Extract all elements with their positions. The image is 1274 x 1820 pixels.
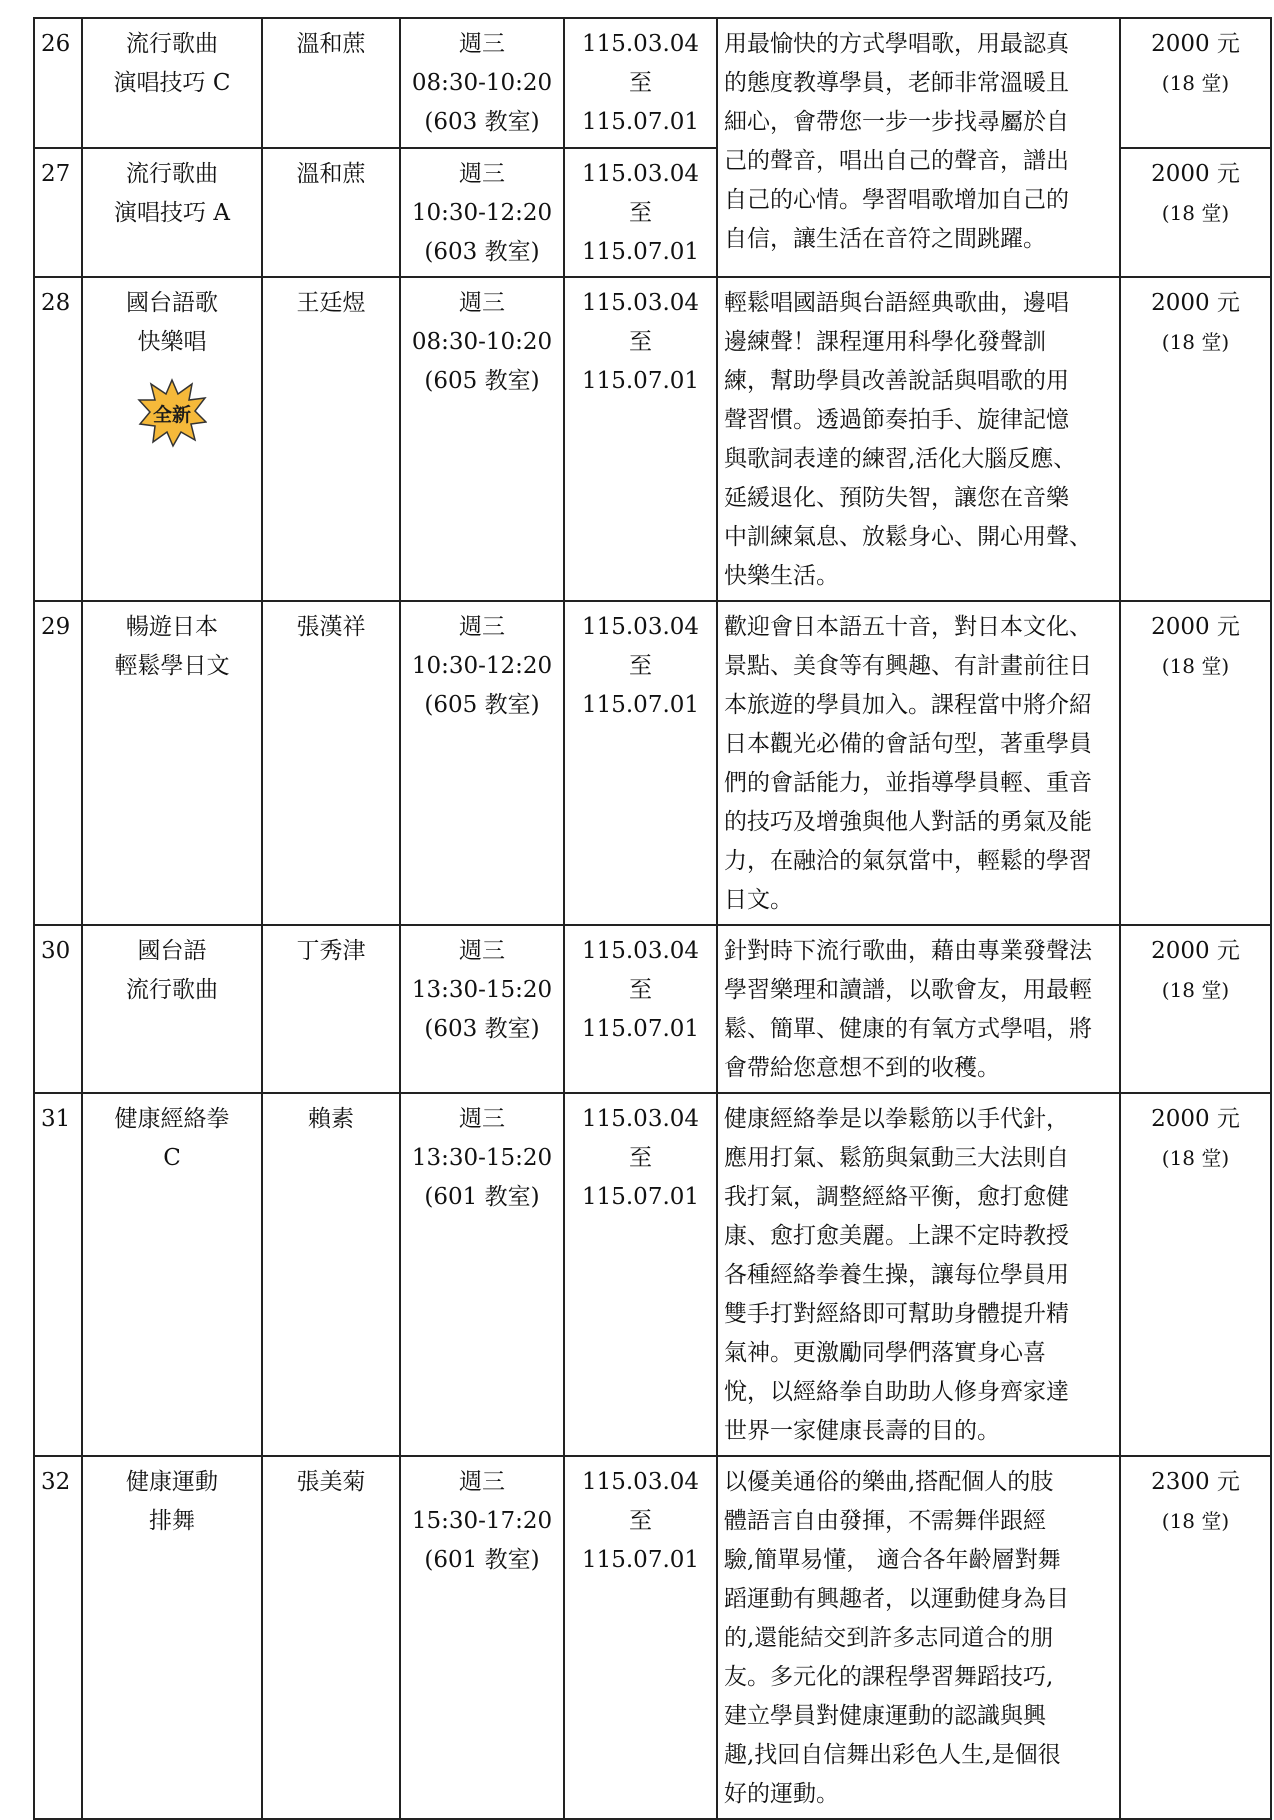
description-line: 景點、美食等有興趣、有計畫前往日 <box>724 653 1092 679</box>
course-session-count: (18 堂) <box>1161 978 1230 1002</box>
description-line: 友。多元化的課程學習舞蹈技巧, <box>724 1664 1054 1690</box>
course-session-count: (18 堂) <box>1161 71 1230 95</box>
course-name-line: 流行歌曲 <box>126 977 218 1003</box>
course-date-line: 至 <box>629 329 652 355</box>
description-line: 針對時下流行歌曲，藉由專業發聲法 <box>724 938 1092 964</box>
description-line: 會帶給您意想不到的收穫。 <box>724 1055 1000 1081</box>
class-time <box>400 1093 564 1456</box>
description-line: 的,還能結交到許多志同道合的朋 <box>724 1625 1054 1651</box>
class-time-line: 週三 <box>459 938 505 964</box>
teacher-name <box>262 277 400 601</box>
description-line: 日本觀光必備的會話句型，著重學員 <box>724 731 1092 757</box>
course-date-line: 115.03.04 <box>581 1106 700 1132</box>
table-row <box>34 277 1271 601</box>
description-line: 延緩退化、預防失智，讓您在音樂 <box>724 485 1069 511</box>
course-number-text: 28 <box>41 290 71 316</box>
description-line: 健康經絡拳是以拳鬆筋以手代針， <box>724 1106 1069 1132</box>
course-number <box>34 18 82 148</box>
description-line: 快樂生活。 <box>724 563 839 589</box>
teacher-name-text: 丁秀津 <box>296 938 366 964</box>
course-name-line: 流行歌曲 <box>126 31 218 57</box>
table-row <box>34 601 1271 925</box>
course-dates <box>564 277 717 601</box>
class-time-line: 週三 <box>459 614 505 640</box>
description-line: 學習樂理和讀譜，以歌會友，用最輕 <box>724 977 1092 1003</box>
course-date-line: 115.03.04 <box>581 161 700 187</box>
course-name-line: 流行歌曲 <box>126 161 218 187</box>
teacher-name-text: 王廷煜 <box>296 290 366 316</box>
course-number <box>34 148 82 277</box>
course-date-line: 115.03.04 <box>581 1469 700 1495</box>
description-line: 雙手打對經絡即可幫助身體提升精 <box>724 1301 1069 1327</box>
course-number-text: 26 <box>41 31 71 57</box>
class-time-line: (601 教室) <box>424 1547 540 1573</box>
course-fee-amount: 2000 元 <box>1151 938 1240 964</box>
course-dates <box>564 601 717 925</box>
teacher-name-text: 張美菊 <box>296 1469 366 1495</box>
teacher-name-text: 賴素 <box>308 1106 354 1132</box>
course-date-line: 115.07.01 <box>581 1547 700 1573</box>
table-row <box>34 18 1271 148</box>
class-time <box>400 277 564 601</box>
course-fee-amount: 2000 元 <box>1151 290 1240 316</box>
description-line: 己的聲音，唱出自己的聲音，譜出 <box>724 148 1069 174</box>
course-session-count: (18 堂) <box>1161 201 1230 225</box>
description-line: 康、愈打愈美麗。上課不定時教授 <box>724 1223 1069 1249</box>
course-fee <box>1120 1456 1271 1819</box>
class-time-line: 10:30-12:20 <box>411 200 553 226</box>
description-line: 力，在融洽的氣氛當中，輕鬆的學習 <box>724 848 1092 874</box>
class-time-line: (603 教室) <box>424 109 540 135</box>
course-name-line: 快樂唱 <box>137 329 207 355</box>
course-number-text: 29 <box>41 614 71 640</box>
description-line: 各種經絡拳養生操，讓每位學員用 <box>724 1262 1069 1288</box>
description-line: 趣,找回自信舞出彩色人生,是個很 <box>724 1742 1061 1768</box>
course-date-line: 115.07.01 <box>581 1016 700 1042</box>
course-fee <box>1120 148 1271 277</box>
course-date-line: 115.03.04 <box>581 290 700 316</box>
class-time <box>400 148 564 277</box>
class-time-line: 15:30-17:20 <box>411 1508 553 1534</box>
course-date-line: 至 <box>629 1508 652 1534</box>
teacher-name <box>262 1093 400 1456</box>
course-name-line: 國台語 <box>137 938 207 964</box>
course-number-text: 32 <box>41 1469 71 1495</box>
course-number <box>34 925 82 1093</box>
course-description <box>717 1093 1120 1456</box>
course-name-line: C <box>163 1145 181 1171</box>
table-row <box>34 925 1271 1093</box>
class-time-line: 週三 <box>459 31 505 57</box>
description-line: 練，幫助學員改善說話與唱歌的用 <box>724 368 1069 394</box>
class-time-line: 08:30-10:20 <box>411 70 553 96</box>
course-description <box>717 18 1120 277</box>
class-time-line: 13:30-15:20 <box>411 1145 553 1171</box>
table-row <box>34 1456 1271 1819</box>
course-table <box>33 17 1272 1820</box>
course-name-line: 國台語歌 <box>126 290 218 316</box>
course-description <box>717 1456 1120 1819</box>
description-line: 用最愉快的方式學唱歌，用最認真 <box>724 31 1069 57</box>
description-line: 自己的心情。學習唱歌增加自己的 <box>724 187 1069 213</box>
course-number-text: 27 <box>41 161 71 187</box>
class-time-line: 13:30-15:20 <box>411 977 553 1003</box>
course-dates <box>564 1093 717 1456</box>
class-time-line: (605 教室) <box>424 368 540 394</box>
course-name-line: 輕鬆學日文 <box>114 653 230 679</box>
course-name-line: 健康運動 <box>126 1469 218 1495</box>
description-line: 邊練聲！課程運用科學化發聲訓 <box>724 329 1046 355</box>
course-date-line: 115.07.01 <box>581 368 700 394</box>
class-time-line: 週三 <box>459 1106 505 1132</box>
description-line: 氣神。更激勵同學們落實身心喜 <box>724 1340 1046 1366</box>
description-line: 鬆、簡單、健康的有氧方式學唱，將 <box>724 1016 1092 1042</box>
description-line: 悅，以經絡拳自助助人修身齊家達 <box>724 1379 1069 1405</box>
description-line: 自信，讓生活在音符之間跳躍。 <box>724 226 1046 252</box>
course-number <box>34 277 82 601</box>
teacher-name <box>262 148 400 277</box>
class-time-line: 週三 <box>459 161 505 187</box>
course-name-line: 健康經絡拳 <box>114 1106 230 1132</box>
course-name-line: 演唱技巧 A <box>114 200 230 226</box>
course-date-line: 115.03.04 <box>581 938 700 964</box>
course-number-text: 31 <box>41 1106 71 1132</box>
course-name <box>82 18 262 148</box>
course-date-line: 至 <box>629 70 652 96</box>
description-line: 輕鬆唱國語與台語經典歌曲，邊唱 <box>724 290 1069 316</box>
course-name-line: 暢遊日本 <box>126 614 218 640</box>
course-name <box>82 1093 262 1456</box>
course-fee <box>1120 1093 1271 1456</box>
course-fee-amount: 2000 元 <box>1151 614 1240 640</box>
class-time-line: (605 教室) <box>424 692 540 718</box>
course-session-count: (18 堂) <box>1161 1146 1230 1170</box>
course-session-count: (18 堂) <box>1161 1509 1230 1533</box>
description-line: 們的會話能力，並指導學員輕、重音 <box>724 770 1092 796</box>
course-date-line: 115.07.01 <box>581 692 700 718</box>
new-badge-icon <box>137 378 207 448</box>
class-time <box>400 1456 564 1819</box>
course-description <box>717 925 1120 1093</box>
description-line: 細心，會帶您一步一步找尋屬於自 <box>724 109 1069 135</box>
description-line: 世界一家健康長壽的目的。 <box>724 1418 1000 1444</box>
description-line: 中訓練氣息、放鬆身心、開心用聲、 <box>724 524 1092 550</box>
class-time-line: 週三 <box>459 1469 505 1495</box>
course-description <box>717 601 1120 925</box>
class-time-line: 08:30-10:20 <box>411 329 553 355</box>
course-session-count: (18 堂) <box>1161 330 1230 354</box>
teacher-name <box>262 18 400 148</box>
teacher-name-text: 溫和蔗 <box>296 31 366 57</box>
course-number <box>34 601 82 925</box>
class-time-line: (603 教室) <box>424 239 540 265</box>
description-line: 建立學員對健康運動的認識與興 <box>724 1703 1046 1729</box>
description-line: 應用打氣、鬆筋與氣動三大法則自 <box>724 1145 1069 1171</box>
teacher-name <box>262 601 400 925</box>
course-fee <box>1120 925 1271 1093</box>
class-time-line: (601 教室) <box>424 1184 540 1210</box>
course-date-line: 115.07.01 <box>581 1184 700 1210</box>
class-time-line: 10:30-12:20 <box>411 653 553 679</box>
course-number <box>34 1456 82 1819</box>
course-fee <box>1120 18 1271 148</box>
course-name <box>82 925 262 1093</box>
class-time-line: (603 教室) <box>424 1016 540 1042</box>
course-dates <box>564 1456 717 1819</box>
description-line: 日文。 <box>724 887 793 913</box>
course-name <box>82 277 262 601</box>
teacher-name-text: 張漢祥 <box>296 614 366 640</box>
description-line: 本旅遊的學員加入。課程當中將介紹 <box>724 692 1092 718</box>
course-date-line: 至 <box>629 653 652 679</box>
course-description <box>717 277 1120 601</box>
new-badge-label: 全新 <box>152 404 192 426</box>
course-fee-amount: 2000 元 <box>1151 1106 1240 1132</box>
course-date-line: 115.03.04 <box>581 614 700 640</box>
description-line: 驗,簡單易懂， 適合各年齡層對舞 <box>724 1547 1061 1573</box>
course-fee <box>1120 277 1271 601</box>
description-line: 聲習慣。透過節奏拍手、旋律記憶 <box>724 407 1069 433</box>
teacher-name-text: 溫和蔗 <box>296 161 366 187</box>
course-name-line: 演唱技巧 C <box>113 70 231 96</box>
course-name-line: 排舞 <box>149 1508 195 1534</box>
description-line: 蹈運動有興趣者，以運動健身為目 <box>724 1586 1069 1612</box>
description-line: 與歌詞表達的練習,活化大腦反應、 <box>724 446 1077 472</box>
description-line: 歡迎會日本語五十音，對日本文化、 <box>724 614 1092 640</box>
course-name <box>82 601 262 925</box>
course-dates <box>564 18 717 148</box>
course-date-line: 115.07.01 <box>581 109 700 135</box>
class-time-line: 週三 <box>459 290 505 316</box>
course-date-line: 115.07.01 <box>581 239 700 265</box>
course-date-line: 至 <box>629 200 652 226</box>
course-fee-amount: 2000 元 <box>1151 31 1240 57</box>
teacher-name <box>262 925 400 1093</box>
course-date-line: 至 <box>629 1145 652 1171</box>
description-line: 的態度教導學員，老師非常溫暖且 <box>724 70 1069 96</box>
course-dates <box>564 925 717 1093</box>
course-date-line: 115.03.04 <box>581 31 700 57</box>
description-line: 我打氣，調整經絡平衡，愈打愈健 <box>724 1184 1069 1210</box>
course-name <box>82 148 262 277</box>
description-line: 的技巧及增強與他人對話的勇氣及能 <box>724 809 1092 835</box>
course-date-line: 至 <box>629 977 652 1003</box>
course-fee <box>1120 601 1271 925</box>
course-fee-amount: 2000 元 <box>1151 161 1240 187</box>
course-name <box>82 1456 262 1819</box>
class-time <box>400 925 564 1093</box>
table-row <box>34 1093 1271 1456</box>
course-dates <box>564 148 717 277</box>
course-number <box>34 1093 82 1456</box>
teacher-name <box>262 1456 400 1819</box>
description-line: 以優美通俗的樂曲,搭配個人的肢 <box>724 1469 1054 1495</box>
description-line: 好的運動。 <box>724 1781 839 1807</box>
class-time <box>400 601 564 925</box>
course-session-count: (18 堂) <box>1161 654 1230 678</box>
course-number-text: 30 <box>41 938 71 964</box>
course-fee-amount: 2300 元 <box>1151 1469 1240 1495</box>
description-line: 體語言自由發揮，不需舞伴跟經 <box>724 1508 1046 1534</box>
class-time <box>400 18 564 148</box>
